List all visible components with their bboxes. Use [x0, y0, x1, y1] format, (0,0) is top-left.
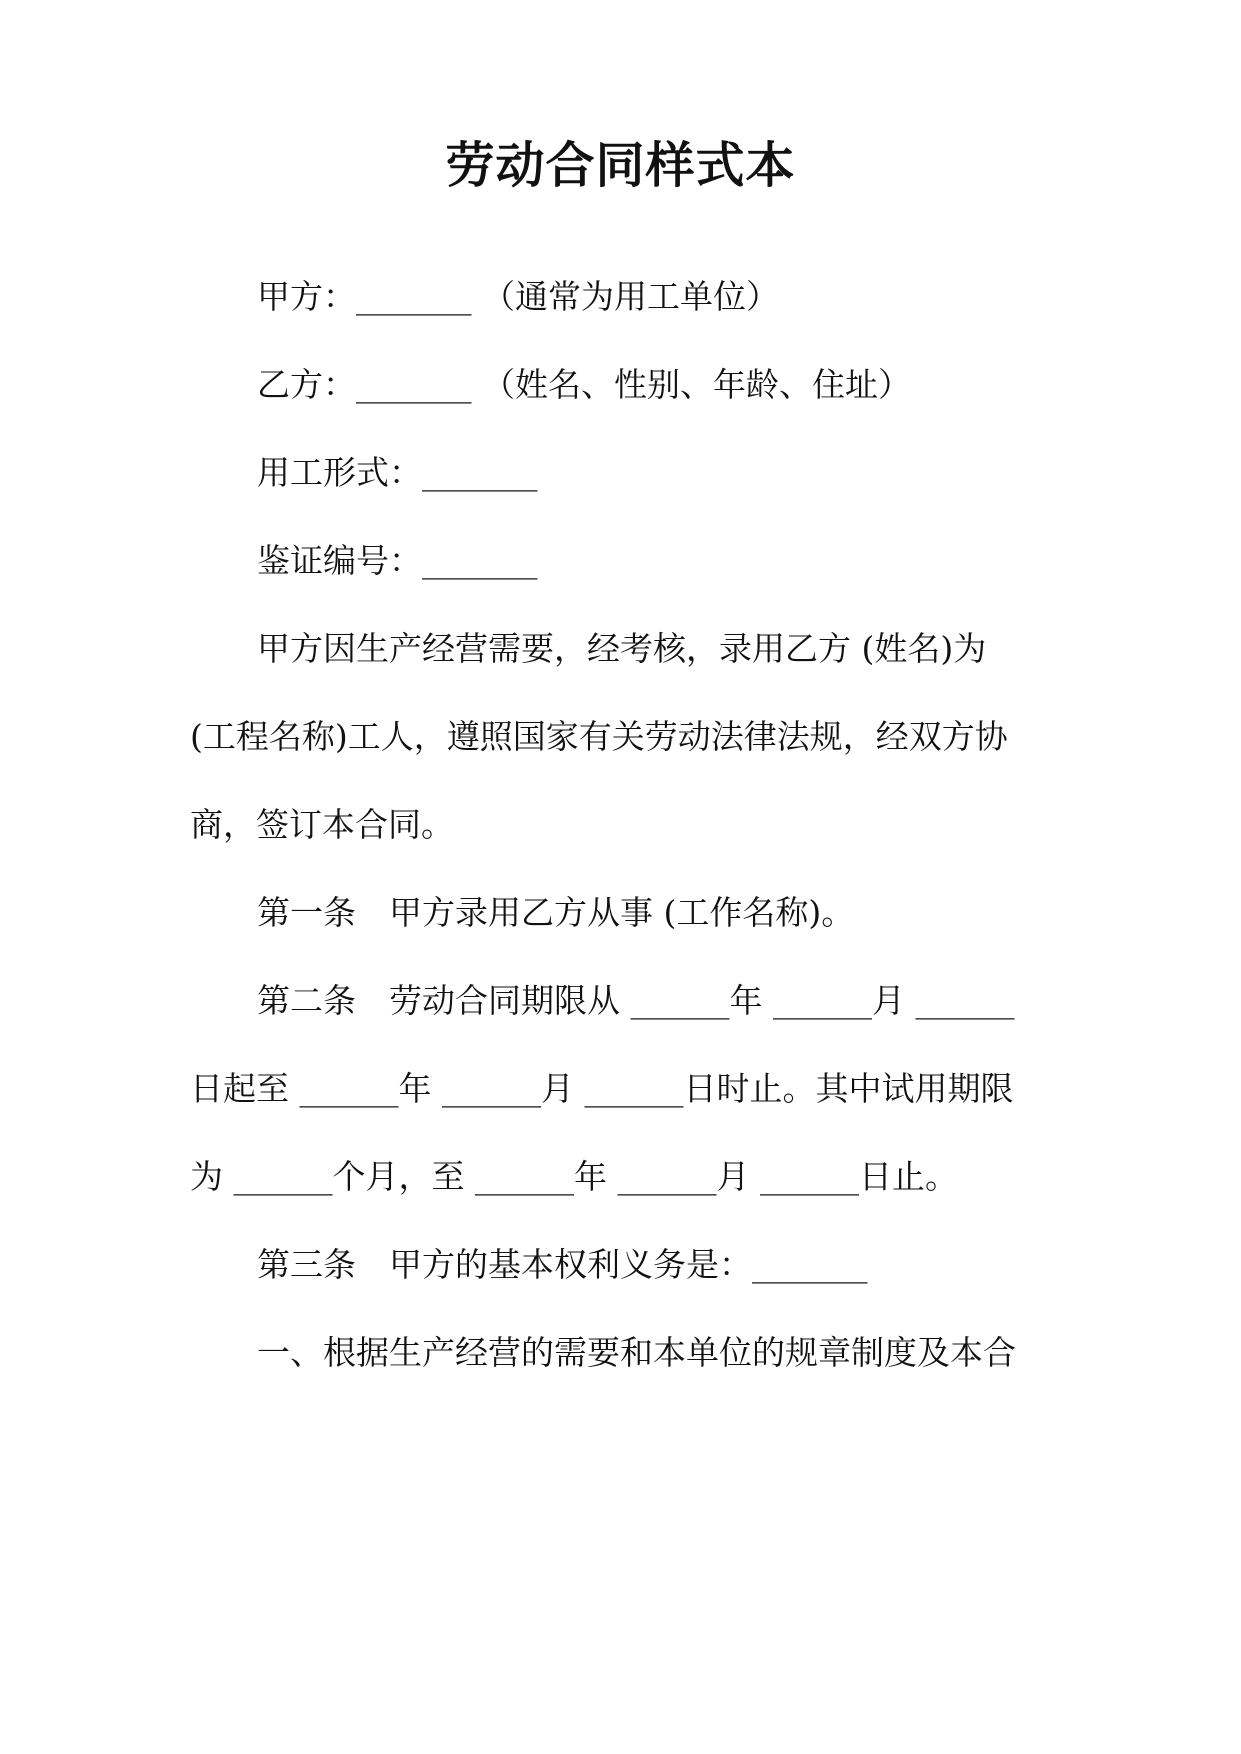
- party-a-line: 甲方：_______ （通常为用工单位）: [257, 277, 779, 316]
- article-3-line: 第三条 甲方的基本权利义务是：_______: [257, 1245, 868, 1284]
- preamble-line-3: 商，签订本合同。: [190, 805, 454, 844]
- document-title: 劳动合同样式本: [445, 136, 796, 194]
- verification-number-line: 鉴证编号：_______: [257, 541, 538, 580]
- preamble-line-2: (工程名称)工人，遵照国家有关劳动法律法规，经双方协: [190, 717, 1008, 756]
- preamble-line-1: 甲方因生产经营需要，经考核，录用乙方 (姓名)为: [257, 629, 987, 668]
- article-1-line: 第一条 甲方录用乙方从事 (工作名称)。: [257, 893, 855, 932]
- article-2-line-3: 为 ______个月，至 ______年 ______月 ______日止。: [190, 1157, 958, 1196]
- article-2-line-1: 第二条 劳动合同期限从 ______年 ______月 ______: [257, 981, 1015, 1020]
- article-2-line-2: 日起至 ______年 ______月 ______日时止。其中试用期限: [190, 1069, 1014, 1108]
- party-b-line: 乙方：_______ （姓名、性别、年龄、住址）: [257, 365, 911, 404]
- employment-form-line: 用工形式：_______: [257, 453, 538, 492]
- article-3-item-1-line: 一、根据生产经营的需要和本单位的规章制度及本合: [257, 1333, 1016, 1372]
